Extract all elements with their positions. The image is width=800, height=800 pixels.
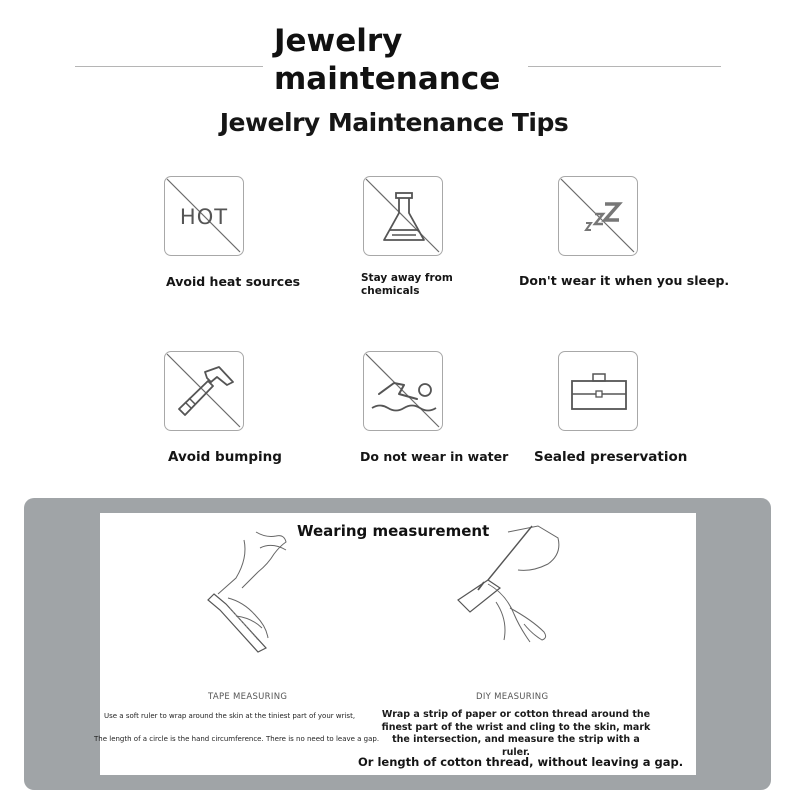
tip-tile-preservation xyxy=(558,351,638,431)
tape-measuring-label: TAPE MEASURING xyxy=(208,692,288,702)
flask-icon xyxy=(364,177,441,254)
tape-instruction-1: Use a soft ruler to wrap around the skin at the tiniest part of your wrist, xyxy=(104,712,356,720)
tip-label-chemicals: Stay away from chemicals xyxy=(361,272,453,297)
cotton-thread-note: Or length of cotton thread, without leaving a gap. xyxy=(358,755,684,769)
sleep-icon xyxy=(559,177,636,254)
box-icon xyxy=(559,352,636,429)
hot-icon xyxy=(165,177,242,254)
header-rule-left xyxy=(75,66,263,67)
measurement-title: Wearing measurement xyxy=(297,522,490,540)
tip-tile-chemicals xyxy=(363,176,443,256)
tape-instruction-2: The length of a circle is the hand circumference. There is no need to leave a gap. xyxy=(94,735,380,743)
diy-measuring-label: DIY MEASURING xyxy=(476,692,549,702)
tip-tile-water xyxy=(363,351,443,431)
tip-tile-bumping xyxy=(164,351,244,431)
page-title-line-1: Jewelry xyxy=(274,23,403,59)
page-title-line-2: maintenance xyxy=(274,61,501,97)
swimmer-icon xyxy=(364,352,441,429)
tip-label-bumping: Avoid bumping xyxy=(168,449,282,465)
tip-tile-sleep xyxy=(558,176,638,256)
tip-tile-heat xyxy=(164,176,244,256)
tape-measuring-illustration xyxy=(196,528,306,654)
tips-heading: Jewelry Maintenance Tips xyxy=(219,108,569,137)
hot-icon-text: HOT xyxy=(179,205,229,229)
page-title xyxy=(274,22,534,98)
hammer-icon xyxy=(165,352,242,429)
tip-label-heat: Avoid heat sources xyxy=(166,274,301,289)
diy-measuring-illustration xyxy=(448,524,566,650)
tip-label-water: Do not wear in water xyxy=(360,449,509,464)
diy-instruction: Wrap a strip of paper or cotton thread around the finest part of the wrist and cling to the skin, mark the intersection, and measure the strip with a ruler. xyxy=(381,709,651,758)
tip-label-sleep: Don't wear it when you sleep. xyxy=(519,273,730,288)
header-rule-right xyxy=(528,66,721,67)
tip-label-preservation: Sealed preservation xyxy=(534,449,688,465)
